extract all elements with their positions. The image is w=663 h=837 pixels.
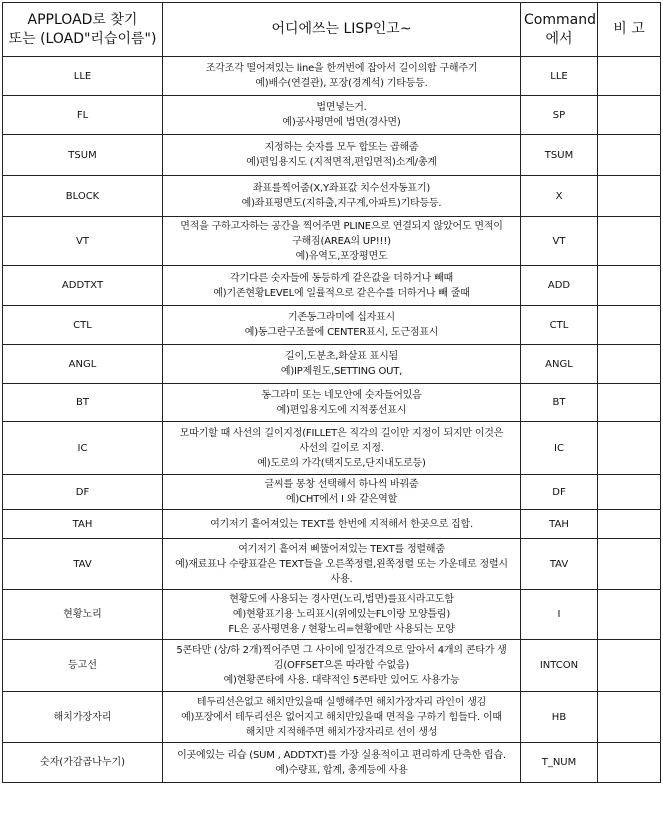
lisp-name-cell: 현황노리 bbox=[3, 590, 163, 640]
lisp-description-cell bbox=[163, 57, 521, 96]
command-cell: DF bbox=[521, 475, 598, 510]
note-cell bbox=[598, 96, 661, 135]
lisp-name-cell: IC bbox=[3, 422, 163, 475]
command-cell: CTL bbox=[521, 306, 598, 345]
lisp-name-cell: TAV bbox=[3, 539, 163, 590]
header-note: 비 고 bbox=[598, 3, 661, 57]
note-cell bbox=[598, 306, 661, 345]
header-row bbox=[3, 3, 661, 57]
header-command-line1: Command bbox=[524, 11, 596, 28]
table-row bbox=[3, 590, 661, 640]
note-cell bbox=[598, 176, 661, 217]
lisp-description-cell bbox=[163, 692, 521, 743]
note-cell bbox=[598, 590, 661, 640]
description-line: 예)좌표평면도(지하출,지구계,아파트)기타등등. bbox=[241, 198, 442, 209]
description-line: FL은 공사평면용 / 현황노리=현황에만 사용되는 모양 bbox=[228, 624, 455, 635]
table-row bbox=[3, 96, 661, 135]
lisp-description-cell bbox=[163, 743, 521, 783]
lisp-description-cell bbox=[163, 176, 521, 217]
lisp-description-cell bbox=[163, 475, 521, 510]
description-line: 길이,도분초,화살표 표시됨 bbox=[285, 351, 398, 362]
description-line: 예)재료표나 수량표같은 TEXT들을 오른쪽정렬,왼쪽정렬 또는 가운데로 정렬시 bbox=[175, 558, 508, 570]
description-line: 이곳에있는 리습 (SUM , ADDTXT)를 가장 실용적이고 편리하게 단축한 립습. bbox=[177, 749, 506, 761]
description-line: 예)현황콘타에 사용. 대략적인 5콘타만 있어도 사용가능 bbox=[223, 675, 460, 686]
lisp-name-cell: 숫자(가감곱나누기) bbox=[3, 743, 163, 783]
lisp-name-cell: TAH bbox=[3, 510, 163, 539]
lisp-table bbox=[2, 2, 661, 783]
lisp-name-cell: CTL bbox=[3, 306, 163, 345]
table-row bbox=[3, 539, 661, 590]
description-line: 예)현황표기용 노리표시(위에있는FL이랑 모양틀림) bbox=[232, 609, 451, 620]
note-cell bbox=[598, 640, 661, 692]
command-cell: ADD bbox=[521, 266, 598, 306]
description-line: 각기다른 숫자들에 동등하게 같은값을 더하거나 빼때 bbox=[229, 272, 453, 284]
table-row bbox=[3, 384, 661, 422]
description-line: 예)CHT에서 I 와 같은역할 bbox=[285, 494, 398, 505]
lisp-description-cell bbox=[163, 135, 521, 176]
note-cell bbox=[598, 510, 661, 539]
description-line: 김(OFFSET으론 따라할 수없음) bbox=[273, 660, 410, 671]
table-row bbox=[3, 692, 661, 743]
command-cell: TAH bbox=[521, 510, 598, 539]
command-cell: T_NUM bbox=[521, 743, 598, 783]
description-line: 예)편입용지도에 지적풍선표시 bbox=[276, 404, 407, 416]
description-line: 예)동그란구조물에 CENTER표시, 도근점표시 bbox=[244, 327, 439, 338]
lisp-description-cell bbox=[163, 96, 521, 135]
description-line: 여기저기 흩어져 삐뚤어져있는 TEXT를 정렬해줌 bbox=[238, 543, 445, 555]
description-line: 구해짐(AREA의 UP!!!) bbox=[292, 235, 391, 247]
description-line: 좌표를찍어줌(X,Y좌표값 치수선자동표기) bbox=[252, 183, 431, 194]
lisp-name-cell: BT bbox=[3, 384, 163, 422]
description-line: 현황도에 사용되는 경사면(노리,법면)를표시라고도함 bbox=[229, 594, 454, 605]
command-cell: X bbox=[521, 176, 598, 217]
command-cell: TAV bbox=[521, 539, 598, 590]
command-cell: ANGL bbox=[521, 345, 598, 384]
description-line: 면적을 구하고자하는 공간을 찍어주면 PLINE으로 연결되지 않았어도 면적이 bbox=[180, 220, 503, 232]
command-cell: VT bbox=[521, 217, 598, 266]
lisp-description-cell bbox=[163, 510, 521, 539]
note-cell bbox=[598, 217, 661, 266]
lisp-name-cell: ANGL bbox=[3, 345, 163, 384]
header-command bbox=[521, 3, 598, 57]
lisp-description-cell bbox=[163, 306, 521, 345]
lisp-name-cell: ADDTXT bbox=[3, 266, 163, 306]
description-line: 예)포장에서 테두리선은 없어지고 해치만있을때 면적을 구하기 힘들다. 이때 bbox=[181, 711, 502, 723]
command-cell: LLE bbox=[521, 57, 598, 96]
description-line: 5콘타만 (상/하 2개)찍어주면 그 사이에 일정간격으로 알아서 4개의 콘타가 생 bbox=[176, 645, 507, 656]
description-line: 조각조각 떨어져있는 line을 한꺼번에 잡아서 길이의합 구해주기 bbox=[205, 63, 478, 74]
description-line: 예)편입용지도 (지적면적,편입면적)소계/총계 bbox=[246, 157, 437, 168]
command-cell: I bbox=[521, 590, 598, 640]
description-line: 예)IP제원도,SETTING OUT, bbox=[280, 366, 403, 377]
lisp-name-cell: BLOCK bbox=[3, 176, 163, 217]
table-row bbox=[3, 743, 661, 783]
table-row bbox=[3, 57, 661, 96]
lisp-name-cell: 해치가장자리 bbox=[3, 692, 163, 743]
note-cell bbox=[598, 345, 661, 384]
note-cell bbox=[598, 57, 661, 96]
note-cell bbox=[598, 266, 661, 306]
description-line: 예)유역도,포장평면도 bbox=[295, 250, 388, 262]
table-row bbox=[3, 266, 661, 306]
lisp-name-cell: FL bbox=[3, 96, 163, 135]
lisp-name-cell: LLE bbox=[3, 57, 163, 96]
lisp-description-cell bbox=[163, 422, 521, 475]
description-line: 예)공사평면에 법면(경사면) bbox=[282, 117, 401, 128]
lisp-name-cell: DF bbox=[3, 475, 163, 510]
command-cell: IC bbox=[521, 422, 598, 475]
command-cell: HB bbox=[521, 692, 598, 743]
note-cell bbox=[598, 692, 661, 743]
description-line: 해치만 지적해주면 해치가장자리로 선이 생성 bbox=[245, 726, 438, 738]
lisp-description-cell bbox=[163, 590, 521, 640]
description-line: 예)기존현황LEVEL에 일률적으로 같은수를 더하거나 빼 줄때 bbox=[213, 287, 470, 299]
description-line: 법면넣는거. bbox=[316, 102, 367, 113]
table-row bbox=[3, 135, 661, 176]
command-cell: BT bbox=[521, 384, 598, 422]
table-row bbox=[3, 475, 661, 510]
command-cell: SP bbox=[521, 96, 598, 135]
lisp-name-cell: VT bbox=[3, 217, 163, 266]
lisp-description-cell bbox=[163, 266, 521, 306]
note-cell bbox=[598, 135, 661, 176]
header-appload bbox=[3, 3, 163, 57]
description-line: 테두리선은없고 해치만있을때 실행해주면 해치가장자리 라인이 생김 bbox=[196, 696, 487, 708]
description-line: 글씨를 몽창 선택해서 하나씩 바꿔줌 bbox=[264, 479, 419, 490]
description-line: 동그라미 또는 네모안에 숫자들어있음 bbox=[261, 389, 422, 401]
table-body bbox=[3, 57, 661, 783]
note-cell bbox=[598, 743, 661, 783]
lisp-description-cell bbox=[163, 640, 521, 692]
table-row bbox=[3, 176, 661, 217]
description-line: 사선의 길이로 지정. bbox=[299, 442, 384, 454]
note-cell bbox=[598, 539, 661, 590]
lisp-description-cell bbox=[163, 384, 521, 422]
description-line: 기존동그라미에 십자표시 bbox=[287, 312, 396, 323]
description-line: 예)수량표, 합계, 총계등에 사용 bbox=[275, 764, 408, 776]
header-description: 어디에쓰는 LISP인고~ bbox=[163, 3, 521, 57]
table-row bbox=[3, 345, 661, 384]
command-cell: INTCON bbox=[521, 640, 598, 692]
note-cell bbox=[598, 475, 661, 510]
table-row bbox=[3, 510, 661, 539]
lisp-name-cell: 등고선 bbox=[3, 640, 163, 692]
table-row bbox=[3, 217, 661, 266]
table-row bbox=[3, 422, 661, 475]
description-line: 모따기할 때 사선의 길이지정(FILLET은 직각의 길이만 지정이 되지만 이것은 bbox=[179, 427, 504, 439]
description-line: 사용. bbox=[330, 573, 353, 585]
description-line: 예)도로의 가각(택지도로,단지내도로등) bbox=[257, 457, 426, 469]
lisp-description-cell bbox=[163, 217, 521, 266]
description-line: 예)배수(연결관), 포장(경계석) 기타등등. bbox=[255, 78, 428, 89]
table-row bbox=[3, 306, 661, 345]
description-line: 여기저기 흩어져있는 TEXT를 한번에 지적해서 한곳으로 집합. bbox=[210, 518, 473, 530]
lisp-description-cell bbox=[163, 539, 521, 590]
lisp-name-cell: TSUM bbox=[3, 135, 163, 176]
header-appload-line2: 또는 (LOAD"리습이름") bbox=[8, 30, 157, 47]
header-appload-line1: APPLOAD로 찾기 bbox=[27, 11, 138, 28]
lisp-description-cell bbox=[163, 345, 521, 384]
command-cell: TSUM bbox=[521, 135, 598, 176]
description-line: 지정하는 숫자를 모두 합또는 곱해줌 bbox=[264, 142, 419, 153]
note-cell bbox=[598, 422, 661, 475]
note-cell bbox=[598, 384, 661, 422]
table-row bbox=[3, 640, 661, 692]
header-command-line2: 에서 bbox=[545, 30, 573, 47]
